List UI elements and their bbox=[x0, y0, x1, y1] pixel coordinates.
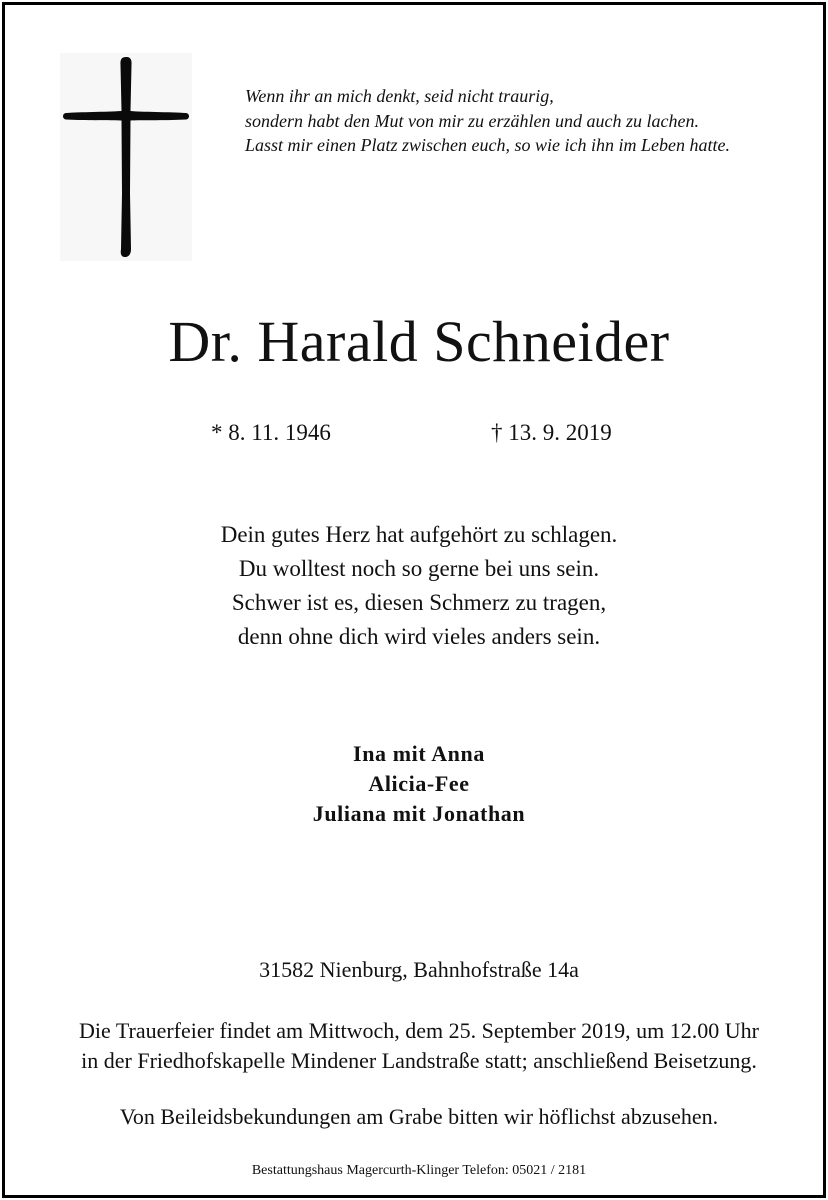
death-date: † 13. 9. 2019 bbox=[491, 420, 612, 445]
cross-icon bbox=[60, 53, 192, 261]
family-address: 31582 Nienburg, Bahnhofstraße 14a bbox=[259, 957, 579, 982]
obituary-notice bbox=[2, 2, 826, 1198]
mourner-name: Juliana mit Jonathan bbox=[312, 801, 526, 826]
cross-icon-graphic bbox=[60, 53, 192, 261]
motto-line: Wenn ihr an mich denkt, seid nicht traurig, bbox=[245, 86, 554, 106]
motto-line: sondern habt den Mut von mir zu erzählen und auch zu lachen. bbox=[245, 110, 699, 131]
poem-line: denn ohne dich wird vieles anders sein. bbox=[237, 624, 601, 649]
poem bbox=[5, 518, 828, 654]
mourner-name: Alicia-Fee bbox=[368, 771, 470, 796]
funeral-details-line: in der Friedhofskapelle Mindener Landstraße statt; anschließend Beisetzung. bbox=[81, 1048, 757, 1073]
mourner-name: Ina mit Anna bbox=[353, 741, 485, 766]
motto-line: Lasst mir einen Platz zwischen euch, so wie ich ihn im Leben hatte. bbox=[245, 135, 730, 155]
funeral-home-footer: Bestattungshaus Magercurth-Klinger Telefon: 05021 / 2181 bbox=[251, 1163, 587, 1178]
mourners-list bbox=[5, 739, 828, 829]
poem-line: Du wolltest noch so gerne bei uns sein. bbox=[238, 556, 600, 581]
funeral-details bbox=[5, 1016, 828, 1076]
poem-line: Dein gutes Herz hat aufgehört zu schlagen. bbox=[220, 522, 618, 547]
funeral-details-line: Die Trauerfeier findet am Mittwoch, dem 25. September 2019, um 12.00 Uhr bbox=[78, 1018, 760, 1043]
birth-date: * 8. 11. 1946 bbox=[211, 420, 331, 445]
condolence-request: Von Beileidsbekundungen am Grabe bitten wir höflichst abzusehen. bbox=[119, 1104, 719, 1129]
motto-quote bbox=[245, 84, 815, 158]
deceased-name: Dr. Harald Schneider bbox=[168, 309, 670, 374]
poem-line: Schwer ist es, diesen Schmerz zu tragen, bbox=[231, 590, 607, 615]
